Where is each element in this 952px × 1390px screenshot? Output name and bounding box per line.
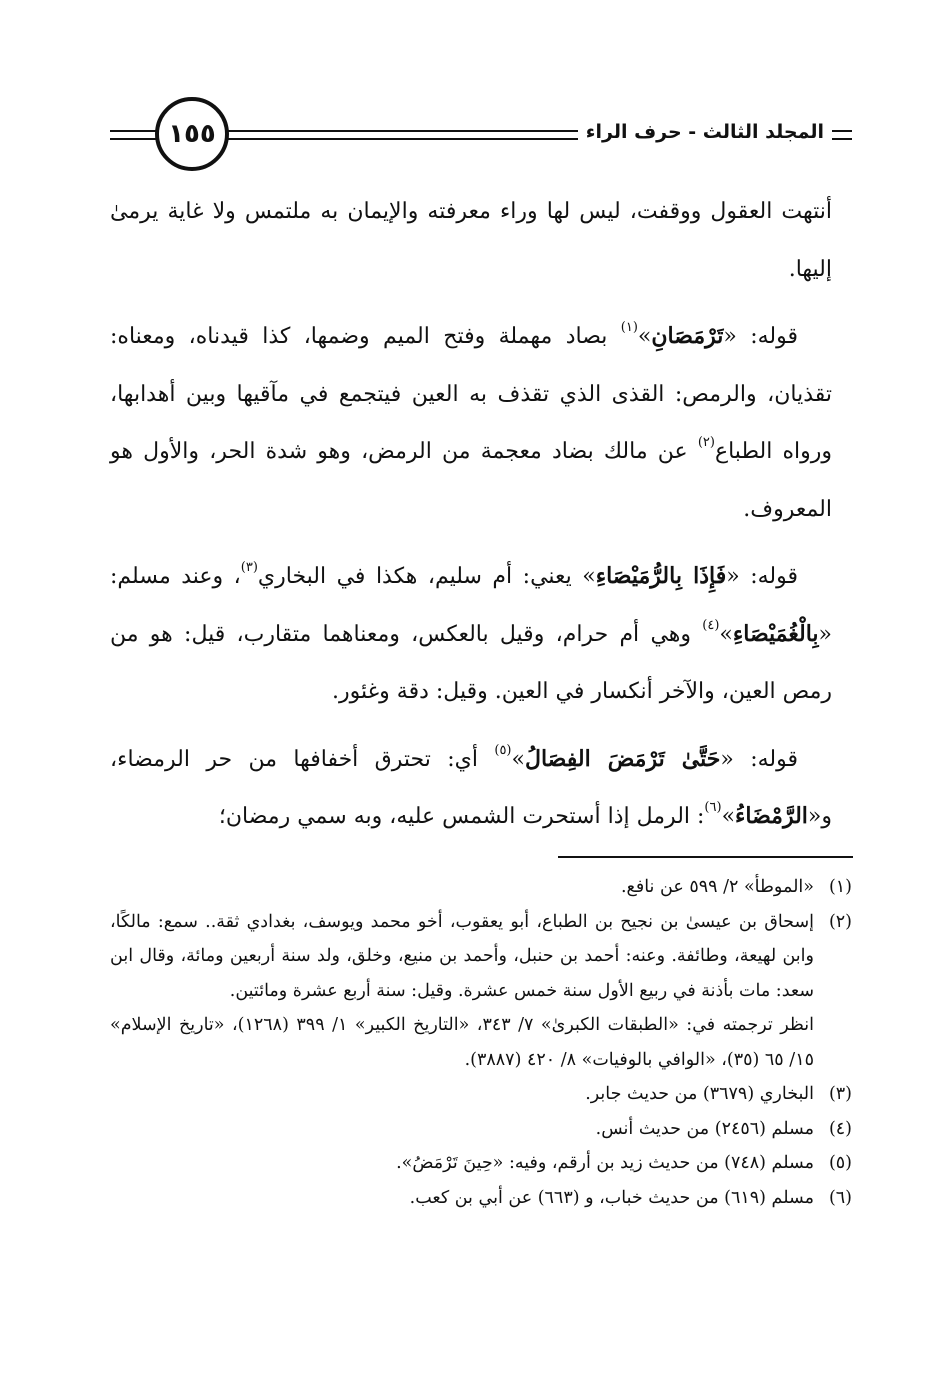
footnote-text [110,905,814,1078]
footnotes [110,870,852,1215]
footnote [110,1112,852,1147]
footnote [110,905,852,1078]
footnote [110,1146,852,1181]
keyword: حَتَّىٰ تَرْمَضَ الفِصَالُ [524,745,721,772]
footnote-line: «الموطأ» ٢/ ٥٩٩ عن نافع. [620,877,814,897]
footnote-line: انظر ترجمته في: «الطبقات الكبرىٰ» ٧/ ٣٤٣، «التاريخ الكبير» ١/ ٣٩٩ (١٢٦٨)، «تاريخ الإسلام» ١٥/ ٦٥ (٣٥)، «الوافي بالوفيات» ٨/ ٤٢٠ (٣٨٨٧). [110,1015,814,1070]
footnote-ref[interactable]: (٤) [702,617,720,633]
footnote-number: (٥) [828,1153,852,1173]
footnote-ref[interactable]: (١) [620,320,638,335]
footnote-text [110,1112,814,1147]
text: قوله: « [723,324,798,349]
footnote [110,1077,852,1112]
paragraph-1: أنتهت العقول ووقفت، ليس لها وراء معرفته والإيمان به ملتمس ولا غاية يرمىٰ إليها. [110,199,832,282]
footnote-line: مسلم (٧٤٨) من حديث زيد بن أرقم، وفيه: «حِينَ تَرْمَضُ». [396,1153,814,1173]
footnote-number: (٦) [828,1187,852,1208]
text: » [511,746,525,772]
running-head: المجلد الثالث - حرف الراء [578,121,832,143]
main-text [110,183,832,856]
text: عن مالك بضاد معجمة من الرمض، وهو شدة الحر، والأول هو المعروف. [110,439,832,522]
paragraph-2 [110,308,832,538]
footnote-text [110,1077,814,1112]
footnote-number: (٣) [828,1084,852,1104]
page-number: ١٥٥ [155,97,229,171]
keyword: فَإِذَا بِالرُّمَيْصَاءِ [595,563,727,589]
keyword: بِالْغُمَيْصَاءِ [732,620,819,647]
footnote-ref[interactable]: (٣) [240,560,258,575]
footnote [110,1181,852,1216]
footnote-text [110,1146,814,1181]
footnote-number: (٢) [828,911,852,932]
keyword: الرَّمْضَاءُ [735,803,808,829]
footnote-line: إسحاق بن عيسىٰ بن نجيح بن الطباع، أبو يعقوب، أخو محمد ويوسف، بغدادي ثقة.. سمع: مالكًا، وابن لهيعة، وطائفة. وعنه: أحمد بن حنبل، وأحمد بن منيع، وخلق، ولد سنة أربعين ومائة، وقال ابن سعد: مات بأذنة في ربيع الأول سنة خمس عشرة. وقيل: سنة أربع عشرة ومائتين. [110,911,814,1001]
paragraph-3 [110,548,832,721]
footnote-ref[interactable]: (٢) [697,435,715,450]
footnote-line: مسلم (٢٤٥٦) من حديث أنس. [595,1118,814,1139]
text: قوله: « [720,746,798,772]
text: : الرمل إذا أستحرت الشمس عليه، وبه سمي رمضان؛ [218,804,705,829]
footnote-line: مسلم (٦١٩) من حديث خباب، و (٦٦٣) عن أبي بن كعب. [409,1187,814,1208]
footnote-ref[interactable]: (٥) [494,742,512,758]
footnote-text [110,870,814,905]
footnote-ref[interactable]: (٦) [704,800,722,815]
text: قوله: « [726,564,798,589]
text: أي: تحترق أخفافها من حر الرمضاء، و« [110,746,832,829]
footnote-number: (٤) [828,1118,852,1139]
text: » [721,804,736,829]
footnote-line: البخاري (٣٦٧٩) من حديث جابر. [585,1084,814,1104]
footnote [110,870,852,905]
text: ، وعند مسلم: « [110,564,832,647]
text: » [719,621,733,647]
text: وهي أم حرام، وقيل بالعكس، ومعناهما متقارب، قيل: هو من رمص العين، والآخر أنكسار في العين. وقيل: دقة وغئور. [110,621,832,704]
text: » [637,324,652,349]
paragraph-4 [110,731,832,846]
text: بصاد مهملة وفتح الميم وضمها، كذا قيدناه، ومعناه: تقذيان، والرمص: القذى الذي تقذف به العين فيتجمع في مآقيها وبين أهدابها، ورواه الطباع [110,324,832,464]
text: » يعني: أم سليم، هكذا في البخاري [257,564,596,589]
footnote-number: (١) [828,877,852,897]
footnote-text [110,1181,814,1216]
footnote-separator [558,856,853,858]
keyword: تَرْمَصَانِ [651,323,724,349]
